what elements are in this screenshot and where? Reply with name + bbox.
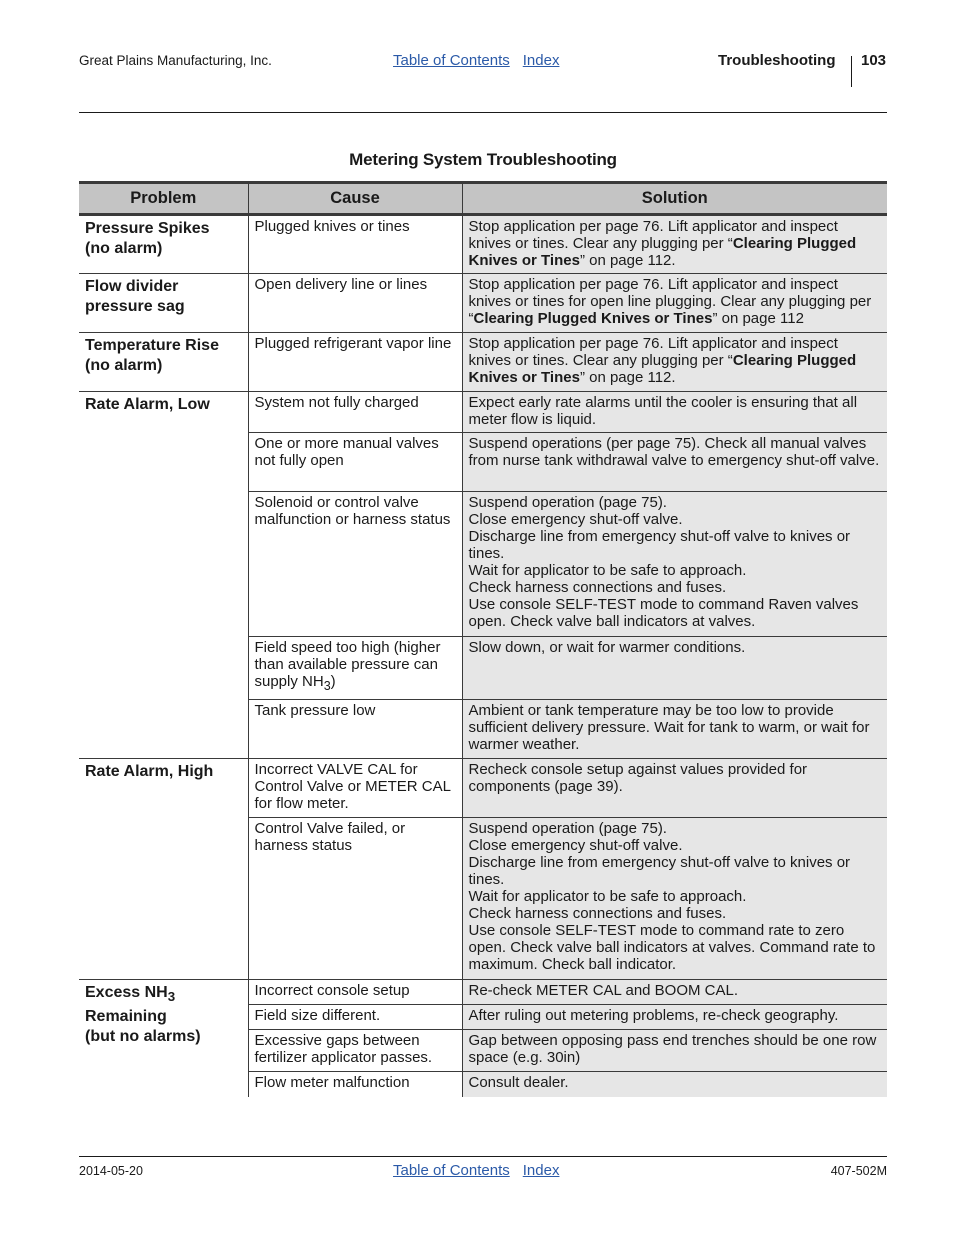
cause-cell: Field speed too high (higher than available pressure can supply $NH_3$) [248,637,462,700]
footer-nav [393,1162,559,1179]
header-nav [393,52,559,69]
problem-text: (no alarm) [85,240,163,257]
solution-cell: Ambient or tank temperature may be too low to provide sufficient delivery pressure. Wait for tank to warm, or wait for warmer weather. [462,700,887,759]
cause-cell: System not fully charged [248,392,462,433]
header-problem: Problem [79,183,248,215]
solution-cell: Re-check METER CAL and BOOM CAL. [462,980,887,1005]
table-row [79,333,887,392]
reference-title: Clearing Plugged Knives or Tines [468,352,857,386]
page-number: 103 [861,52,887,69]
solution-cell: Suspend operations (per page 75). Check all manual valves from nurse tank withdrawal valve to emergency shut-off valve. [462,433,887,492]
cause-cell: Incorrect VALVE CAL for Control Valve or METER CAL for flow meter. [248,759,462,818]
problem-text: pressure sag [85,298,185,315]
problem-text: (but no alarms) [85,1028,201,1046]
solution-cell: Stop application per page 76. Lift applicator and inspect knives or tines. Clear any plugging per “Clearing Plugged Knives or Tines” on page 112. [462,215,887,274]
problem-text: Flow divider [85,278,179,295]
table-row [79,215,887,274]
table-row [79,759,887,818]
table-row [79,274,887,333]
solution-cell: After ruling out metering problems, re-check geography. [462,1005,887,1030]
cause-cell: Plugged refrigerant vapor line [248,333,462,392]
company-name: Great Plains Manufacturing, Inc. [79,53,272,68]
problem-cell [79,980,248,1097]
publish-date: 2014-05-20 [79,1164,143,1178]
problem-text: (no alarm) [85,357,163,374]
reference-title: Clearing Plugged Knives or Tines [473,310,713,327]
cause-cell: Incorrect console setup [248,980,462,1005]
problem-cell: Rate Alarm, Low [79,392,248,759]
page-title: Metering System Troubleshooting [349,150,617,169]
cause-cell: Excessive gaps between fertilizer applicator passes. [248,1030,462,1072]
footer-toc-link[interactable]: Table of Contents [393,1162,510,1179]
reference-title: Clearing Plugged Knives or Tines [468,235,857,269]
footer-index-link[interactable]: Index [522,1162,560,1179]
troubleshooting-table [79,181,887,1097]
problem-text: Remaining [85,1008,167,1026]
cause-cell: One or more manual valves not fully open [248,433,462,492]
solution-cell: Consult dealer. [462,1072,887,1097]
table-row [79,392,887,433]
solution-cell: Recheck console setup against values provided for components (page 39). [462,759,887,818]
problem-cell [79,274,248,333]
solution-cell: Stop application per page 76. Lift applicator and inspect knives or tines for open line plugging. Clear any plugging per “Clearing Plugged Knives or Tines” on page 112 [462,274,887,333]
solution-cell: Expect early rate alarms until the cooler is ensuring that all meter flow is liquid. [462,392,887,433]
table-row [79,980,887,1005]
solution-cell: Suspend operation (page 75). Close emergency shut-off valve. Discharge line from emergency shut-off valve to knives or tines. Wait for applicator to be safe to approach. Check harness connections and fuses. Use console SELF-TEST mode to command Raven valves open. Check valve ball indicators at valves. [462,492,887,637]
problem-text: Temperature Rise [85,337,219,354]
cause-cell: Flow meter malfunction [248,1072,462,1097]
header-index-link[interactable]: Index [522,52,560,69]
table-header-row [79,183,887,215]
problem-cell: Rate Alarm, High [79,759,248,980]
problem-text: Pressure Spikes [85,220,210,237]
cause-cell: Solenoid or control valve malfunction or harness status [248,492,462,637]
cause-cell: Field size different. [248,1005,462,1030]
cause-cell: Plugged knives or tines [248,215,462,274]
cause-cell: Open delivery line or lines [248,274,462,333]
header-divider [851,56,852,87]
cause-cell: Tank pressure low [248,700,462,759]
header-toc-link[interactable]: Table of Contents [393,52,510,69]
solution-cell: Gap between opposing pass end trenches should be one row space (e.g. 30in) [462,1030,887,1072]
problem-text: Excess $NH_3$ [85,984,176,1005]
footer-rule [79,1156,887,1157]
section-title: Troubleshooting [718,52,836,69]
cause-cell: Control Valve failed, or harness status [248,818,462,980]
document-number: 407-502M [830,1164,887,1178]
header-solution: Solution [462,183,887,215]
solution-cell: Suspend operation (page 75). Close emergency shut-off valve. Discharge line from emergency shut-off valve to knives or tines. Wait for applicator to be safe to approach. Check harness connections and fuses. Use console SELF-TEST mode to command rate to zero open. Check valve ball indicators at valves. Command rate to maximum. Check ball indicator. [462,818,887,980]
solution-cell: Slow down, or wait for warmer conditions. [462,637,887,700]
header-cause: Cause [248,183,462,215]
header-rule [79,112,887,113]
solution-cell: Stop application per page 76. Lift applicator and inspect knives or tines. Clear any plugging per “Clearing Plugged Knives or Tines” on page 112. [462,333,887,392]
problem-cell [79,333,248,392]
problem-cell [79,215,248,274]
